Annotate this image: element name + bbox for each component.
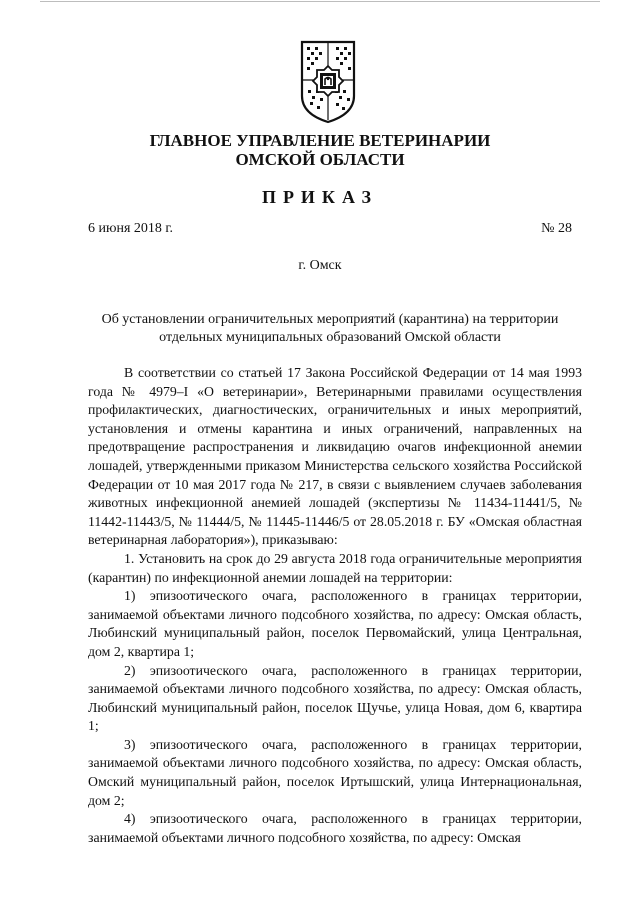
- omsk-coat-of-arms-icon: [298, 40, 358, 124]
- body-paragraph-item-4: 4) эпизоотического очага, расположенного в границах территории, занимаемой объектами личного подсобного хозяйства, по адресу: Омская: [88, 811, 582, 845]
- order-body: [88, 364, 582, 847]
- order-number: № 28: [541, 221, 572, 236]
- document-type-title: ПРИКАЗ: [261, 187, 379, 207]
- issuing-authority: [0, 131, 640, 169]
- body-paragraph-clause-1: 1. Установить на срок до 29 августа 2018 года ограничительные мероприятия (карантин) по инфекционной анемии лошадей на территории:: [88, 550, 582, 585]
- order-date: 6 июня 2018 г.: [88, 221, 174, 236]
- scan-edge-line: [40, 1, 600, 2]
- order-subject: Об установлении ограничительных мероприятий (карантина) на территории отдельных муниципальных образований Омской области: [101, 312, 559, 345]
- issue-city: г. Омск: [298, 258, 342, 273]
- body-paragraph-item-2: 2) эпизоотического очага, расположенного в границах территории, занимаемой объектами личного подсобного хозяйства, по адресу: Омская область, Любинский муниципальный район, поселок Щучье, улица Новая, дом 6, квартира 1;: [88, 662, 582, 734]
- body-paragraph-item-3: 3) эпизоотического очага, расположенного в границах территории, занимаемой объектами личного подсобного хозяйства, по адресу: Омская область, Омский муниципальный район, поселок Иртышский, улица Интернациональная, дом 2;: [88, 736, 582, 808]
- body-paragraph-preamble: В соответствии со статьей 17 Закона Российской Федерации от 14 мая 1993 года № 4979–I «О ветеринарии», Ветеринарными правилами осуществления профилактических, диагностических, ограничительных и иных мероприятий, установления и отмены карантина и иных ограничений, направленных на предотвращение распространения и ликвидацию очагов инфекционной анемии лошадей, утвержденными приказом Министерства сельского хозяйства Российской Федерации от 10 мая 2017 года № 217, в связи с выявлением случаев заболевания животных инфекционной анемией лошадей (экспертизы № 11434-11441/5, № 11442-11443/5, № 11444/5, № 11445-11446/5 от 28.05.2018 г. БУ «Омская областная ветеринарная лаборатория»), приказываю:: [88, 365, 582, 548]
- authority-line-2: ОМСКОЙ ОБЛАСТИ: [235, 150, 405, 169]
- authority-line-1: ГЛАВНОЕ УПРАВЛЕНИЕ ВЕТЕРИНАРИИ: [149, 131, 491, 150]
- body-paragraph-item-1: 1) эпизоотического очага, расположенного в границах территории, занимаемой объектами личного подсобного хозяйства, по адресу: Омская область, Любинский муниципальный район, поселок Первомайский, улица Центральная, дом 2, квартира 1;: [88, 588, 582, 659]
